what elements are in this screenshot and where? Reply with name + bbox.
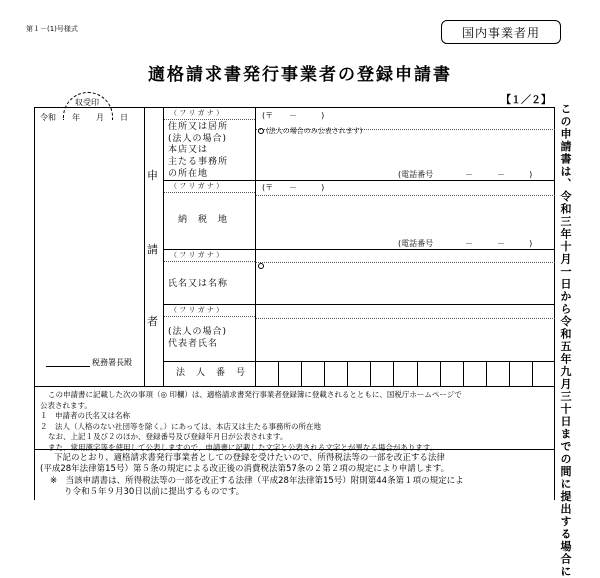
corporate-number-digit[interactable] <box>302 361 325 386</box>
row1-label <box>168 122 254 180</box>
row1-label-line-1: 住所又は居所 <box>168 122 229 132</box>
corporate-number-grid[interactable] <box>256 361 555 386</box>
row1-postal[interactable]: (〒 － ) <box>262 111 325 120</box>
row1-furigana-label: （ フ リ ガ ナ ） <box>170 109 224 117</box>
notice-line-5: なお、上記１及び２のほか、登録番号及び登録年月日が公表されます。 <box>48 432 288 441</box>
notice-line-2: 公表されます。 <box>40 400 92 410</box>
row-divider-notice <box>34 386 555 387</box>
declaration-line-3: ※ 当該申請書は、所得税法等の一部を改正する法律（平成28年法律第15号）附則第44条第１項の規定によ <box>50 475 464 486</box>
row2-furigana-label: （ フ リ ガ ナ ） <box>170 182 224 190</box>
divider-left-column <box>144 107 145 386</box>
row3-label: 氏名又は名称 <box>168 279 229 289</box>
side-vertical-note: この申請書は、令和三年十月一日から令和五年九月三十日までの間に提出する場合に <box>559 103 572 578</box>
notice-line-6: また、常用漢字等を使用して公表しますので、申請書に記載した文字と公表される文字とが異なる場合があります。 <box>48 442 438 452</box>
furigana-line-2 <box>256 195 555 196</box>
corporate-number-digit[interactable] <box>371 361 394 386</box>
receipt-stamp-label: 収受印 <box>75 98 99 107</box>
row4-label-line-2: 代表者氏名 <box>168 338 219 349</box>
group-char-sei: 請 <box>147 243 158 256</box>
row2-postal[interactable]: (〒 － ) <box>262 183 325 192</box>
label-furigana-line-1 <box>164 119 255 120</box>
row4-label-line-1: (法人の場合) <box>168 327 228 337</box>
notice-line-3: １ 申請者の氏名又は名称 <box>40 411 130 420</box>
row2-phone[interactable]: (電話番号 － － ) <box>398 239 533 248</box>
row5-label: 法 人 番 号 <box>176 368 247 378</box>
page-indicator: 【１／２】 <box>501 95 551 106</box>
divider-group-column <box>163 107 164 386</box>
domestic-business-tag <box>441 20 561 44</box>
publication-notice <box>40 390 552 453</box>
furigana-line-4 <box>256 318 555 319</box>
tax-office-name-field[interactable] <box>46 366 90 367</box>
domestic-business-tag-text: 国内事業者用 <box>461 25 540 40</box>
corporate-number-digit[interactable] <box>510 361 533 386</box>
row1-label-line-4: 主たる事務所 <box>168 157 229 168</box>
corporate-number-digit[interactable] <box>394 361 417 386</box>
declaration-text <box>40 453 552 499</box>
row1-note: (法人の場合のみ公表されます) <box>266 127 363 135</box>
row1-label-line-3: 本店又は <box>168 145 209 156</box>
row1-label-line-5: の所在地 <box>168 168 209 179</box>
tax-place-input[interactable] <box>258 200 548 234</box>
name-input[interactable] <box>258 270 548 300</box>
corporate-number-digit[interactable] <box>487 361 510 386</box>
furigana-line-3 <box>256 262 555 263</box>
publish-mark-icon <box>258 263 264 269</box>
label-furigana-line-2 <box>164 192 255 193</box>
group-char-shin: 申 <box>147 169 158 182</box>
notice-line-4: ２ 法人（人格のない社団等を除く。）にあっては、本店又は主たる事務所の所在地 <box>40 421 322 431</box>
row3-furigana-label: （ フ リ ガ ナ ） <box>170 251 224 259</box>
tax-office-suffix: 税務署長殿 <box>92 358 132 367</box>
date-field[interactable]: 令和 年 月 日 <box>40 113 128 122</box>
corporate-number-digit[interactable] <box>279 361 302 386</box>
corporate-number-digit[interactable] <box>418 361 441 386</box>
notice-line-1: この申請書に記載した次の事項（◎ 印欄）は、適格請求書発行事業者登録簿に登載されるとともに、国税庁ホームページで <box>48 390 462 399</box>
corporate-number-digit[interactable] <box>533 361 555 386</box>
representative-input[interactable] <box>258 322 548 358</box>
divider-label-column <box>255 107 256 386</box>
corporate-number-digit[interactable] <box>256 361 279 386</box>
row1-phone[interactable]: (電話番号 － － ) <box>398 170 533 179</box>
declaration-line-2: (平成28年法律第15号）第５条の規定による改正後の消費税法第57条の２第２項の規定により申請します。 <box>40 464 450 475</box>
group-char-sha: 者 <box>147 315 158 328</box>
row1-label-line-2: (法人の場合) <box>168 133 228 144</box>
row-divider-2 <box>163 249 555 250</box>
row2-label: 納 税 地 <box>178 215 229 225</box>
corporate-number-digit[interactable] <box>325 361 348 386</box>
corporate-number-digit[interactable] <box>464 361 487 386</box>
row4-label <box>168 327 227 350</box>
row-divider-3 <box>163 304 555 305</box>
label-furigana-line-4 <box>164 316 255 317</box>
corporate-number-digit[interactable] <box>441 361 464 386</box>
form-number: 第１－(1)号様式 <box>26 25 78 33</box>
declaration-line-1: 下記のとおり、適格請求書発行事業者としての登録を受けたいので、所得税法等の一部を改正する法律 <box>54 453 445 463</box>
declaration-line-4: り令和５年９月30日以前に提出するものです。 <box>64 487 245 498</box>
row4-furigana-label: （ フ リ ガ ナ ） <box>170 306 224 314</box>
label-furigana-line-3 <box>164 261 255 262</box>
publish-mark-icon <box>258 128 264 134</box>
corporate-number-digit[interactable] <box>348 361 371 386</box>
address-input[interactable] <box>258 137 548 169</box>
page-title: 適格請求書発行事業者の登録申請書 <box>148 65 452 85</box>
